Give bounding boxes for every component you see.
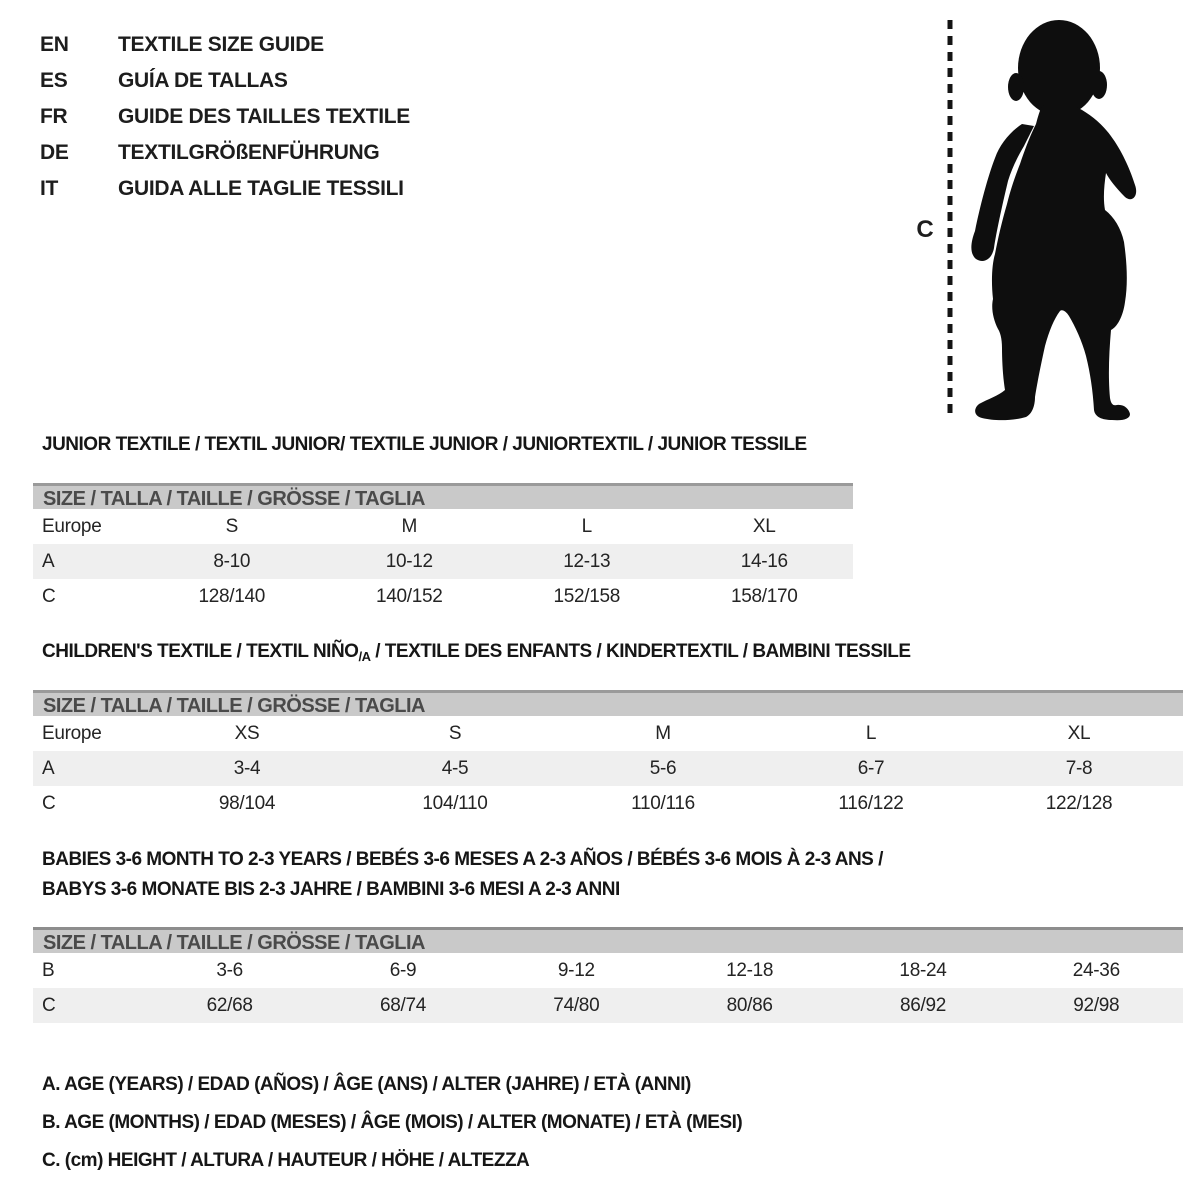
- row-label: Europe: [42, 515, 102, 537]
- table-row-height: [33, 579, 853, 614]
- size-header-bar: SIZE / TALLA / TAILLE / GRÖSSE / TAGLIA: [33, 927, 1183, 953]
- measure-legend: [42, 1066, 742, 1180]
- toddler-silhouette: [971, 20, 1136, 420]
- language-title: GUIDE DES TAILLES TEXTILE: [118, 105, 410, 128]
- table-cell: 104/110: [422, 792, 488, 814]
- table-cell: XS: [234, 722, 260, 744]
- row-label: C: [42, 994, 56, 1016]
- babies-section-title: [42, 845, 883, 905]
- language-title: TEXTILE SIZE GUIDE: [118, 33, 324, 56]
- children-title-rest: / TEXTILE DES ENFANTS / KINDERTEXTIL / BAMBINI TESSILE: [370, 641, 911, 662]
- table-cell: 128/140: [198, 585, 266, 607]
- table-row-europe: [33, 716, 1183, 751]
- junior-section-title: JUNIOR TEXTILE / TEXTIL JUNIOR/ TEXTILE JUNIOR / JUNIORTEXTIL / JUNIOR TESSILE: [42, 434, 807, 455]
- language-title: TEXTILGRÖßENFÜHRUNG: [118, 141, 380, 164]
- row-label: B: [42, 959, 55, 981]
- language-row-fr: [40, 99, 410, 135]
- language-code: ES: [40, 69, 68, 92]
- row-label: A: [42, 757, 55, 779]
- language-code: FR: [40, 105, 68, 128]
- babies-size-table: [33, 927, 1183, 1023]
- row-label: A: [42, 550, 55, 572]
- table-cell: 92/98: [1073, 994, 1120, 1016]
- table-cell: 5-6: [649, 757, 677, 779]
- size-header-bar: SIZE / TALLA / TAILLE / GRÖSSE / TAGLIA: [33, 690, 1183, 716]
- language-row-it: [40, 171, 410, 207]
- table-cell: 3-4: [233, 757, 261, 779]
- legend-line-c: C. (cm) HEIGHT / ALTURA / HAUTEUR / HÖHE / ALTEZZA: [42, 1150, 530, 1171]
- language-title: GUIDA ALLE TAGLIE TESSILI: [118, 177, 404, 200]
- junior-size-table: [33, 483, 853, 614]
- toddler-silhouette-figure: [905, 14, 1155, 422]
- table-row-height: [33, 786, 1183, 821]
- size-header-bar: SIZE / TALLA / TAILLE / GRÖSSE / TAGLIA: [33, 483, 853, 509]
- row-label: Europe: [42, 722, 102, 744]
- table-cell: 152/158: [553, 585, 621, 607]
- language-row-es: [40, 63, 410, 99]
- table-cell: 110/116: [631, 792, 695, 814]
- table-cell: 14-16: [740, 550, 788, 572]
- table-row-age: [33, 544, 853, 579]
- table-row-height: [33, 988, 1183, 1023]
- legend-line-a: A. AGE (YEARS) / EDAD (AÑOS) / ÂGE (ANS) / ALTER (JAHRE) / ETÀ (ANNI): [42, 1074, 691, 1095]
- babies-title-line2: BABYS 3-6 MONATE BIS 2-3 JAHRE / BAMBINI 3-6 MESI A 2-3 ANNI: [42, 879, 620, 900]
- children-size-table: [33, 690, 1183, 821]
- babies-title-line1: BABIES 3-6 MONTH TO 2-3 YEARS / BEBÉS 3-6 MESES A 2-3 AÑOS / BÉBÉS 3-6 MOIS À 2-3 ANS /: [42, 849, 883, 870]
- table-cell: 68/74: [379, 994, 427, 1016]
- language-row-en: [40, 27, 410, 63]
- table-cell: 9-12: [557, 959, 595, 981]
- table-cell: L: [581, 515, 592, 537]
- table-cell: L: [865, 722, 877, 744]
- table-cell: 140/152: [375, 585, 443, 607]
- children-title-main: CHILDREN'S TEXTILE / TEXTIL NIÑO: [42, 641, 359, 662]
- table-cell: 116/122: [838, 792, 904, 814]
- table-cell: 80/86: [726, 994, 773, 1016]
- table-cell: 74/80: [553, 994, 600, 1016]
- table-cell: 4-5: [441, 757, 469, 779]
- table-cell: XL: [1067, 722, 1091, 744]
- table-cell: 3-6: [216, 959, 243, 981]
- language-code: EN: [40, 33, 69, 56]
- table-cell: 158/170: [730, 585, 798, 607]
- row-label: C: [42, 585, 56, 607]
- table-cell: 12-18: [726, 959, 774, 981]
- table-cell: XL: [752, 515, 776, 537]
- table-cell: 8-10: [213, 550, 251, 572]
- table-cell: M: [401, 515, 418, 537]
- table-cell: S: [225, 515, 238, 537]
- language-code: IT: [40, 177, 59, 200]
- table-cell: 62/68: [206, 994, 253, 1016]
- language-list: [40, 27, 410, 207]
- table-cell: 10-12: [385, 550, 433, 572]
- table-cell: 6-7: [857, 757, 885, 779]
- table-cell: 12-13: [563, 550, 611, 572]
- table-cell: 24-36: [1072, 959, 1120, 981]
- table-cell: 122/128: [1045, 792, 1113, 814]
- table-row-age-months: [33, 953, 1183, 988]
- children-section-title: [42, 641, 911, 664]
- table-cell: S: [448, 722, 462, 744]
- legend-line-b: B. AGE (MONTHS) / EDAD (MESES) / ÂGE (MOIS) / ALTER (MONATE) / ETÀ (MESI): [42, 1112, 743, 1133]
- figure-measure-label: C: [916, 216, 934, 243]
- table-cell: 18-24: [899, 959, 947, 981]
- row-label: C: [42, 792, 56, 814]
- table-cell: 86/92: [899, 994, 946, 1016]
- table-row-europe: [33, 509, 853, 544]
- table-cell: 6-9: [389, 959, 417, 981]
- table-cell: 98/104: [218, 792, 276, 814]
- language-row-de: [40, 135, 410, 171]
- table-cell: 7-8: [1065, 757, 1093, 779]
- language-title: GUÍA DE TALLAS: [118, 69, 288, 92]
- children-title-sub: /A: [358, 649, 371, 664]
- table-row-age: [33, 751, 1183, 786]
- table-cell: M: [655, 722, 671, 744]
- language-code: DE: [40, 141, 69, 164]
